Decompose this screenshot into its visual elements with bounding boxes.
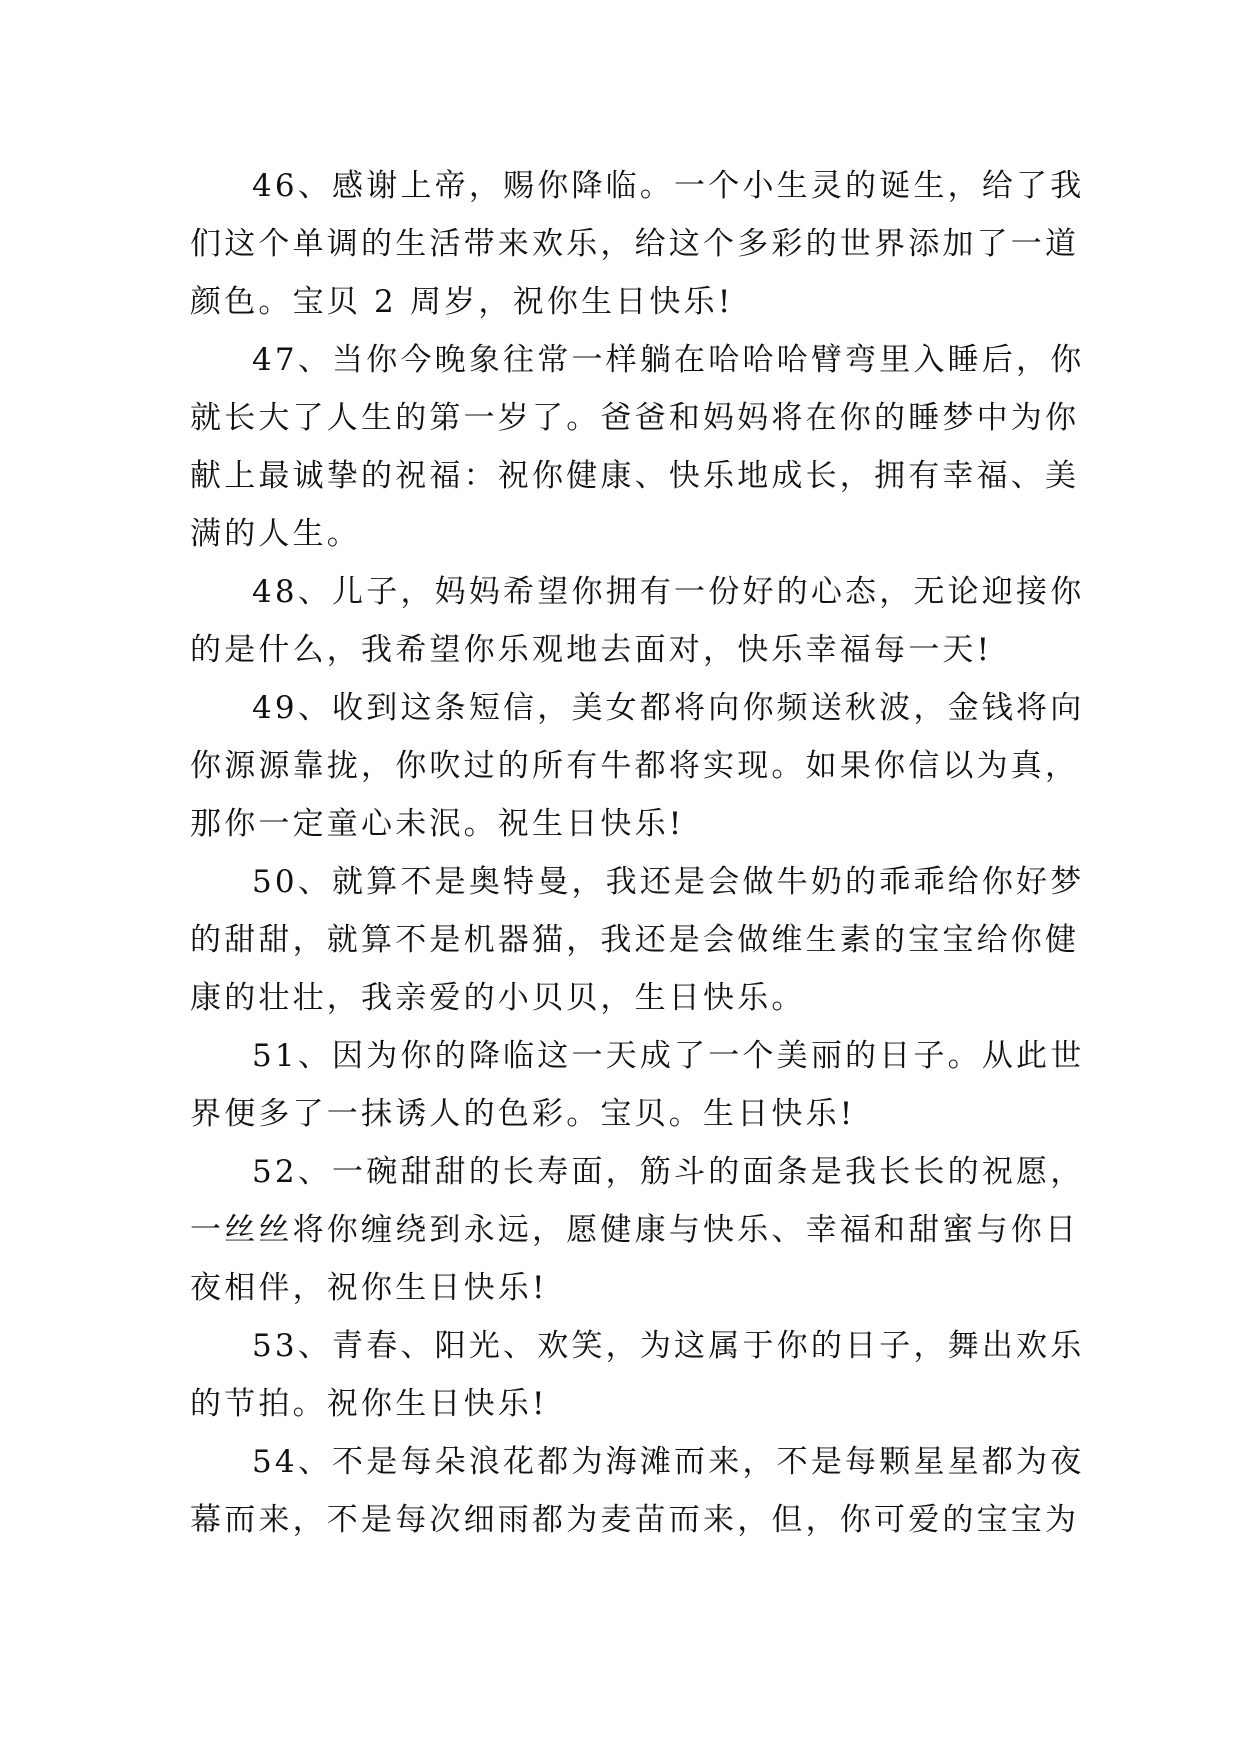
text-line: 你源源靠拢，你吹过的所有牛都将实现。如果你信以为真， (190, 748, 1080, 784)
text-line: 的甜甜，就算不是机器猫，我还是会做维生素的宝宝给你健 (190, 922, 1080, 958)
text-line: 那你一定童心未泯。祝生日快乐! (190, 806, 685, 842)
text-line: 康的壮壮，我亲爱的小贝贝，生日快乐。 (190, 980, 806, 1016)
text-line: 们这个单调的生活带来欢乐，给这个多彩的世界添加了一道 (190, 226, 1080, 262)
text-line: 52、一碗甜甜的长寿面，筋斗的面条是我长长的祝愿， (252, 1154, 1085, 1190)
text-line: 满的人生。 (190, 516, 361, 552)
text-line: 就长大了人生的第一岁了。爸爸和妈妈将在你的睡梦中为你 (190, 400, 1080, 436)
text-line: 51、因为你的降临这一天成了一个美丽的日子。从此世 (252, 1038, 1085, 1074)
text-line: 颜色。宝贝 2 周岁，祝你生日快乐! (190, 284, 734, 320)
text-line: 47、当你今晚象往常一样躺在哈哈哈臂弯里入睡后，你 (252, 342, 1085, 378)
text-line: 夜相伴，祝你生日快乐! (190, 1270, 548, 1306)
text-line: 48、儿子，妈妈希望你拥有一份好的心态，无论迎接你 (252, 574, 1085, 610)
text-line: 53、青春、阳光、欢笑，为这属于你的日子，舞出欢乐 (252, 1328, 1085, 1364)
text-line: 幕而来，不是每次细雨都为麦苗而来，但，你可爱的宝宝为 (190, 1502, 1080, 1538)
text-line: 界便多了一抹诱人的色彩。宝贝。生日快乐! (190, 1096, 856, 1132)
text-line: 献上最诚挚的祝福：祝你健康、快乐地成长，拥有幸福、美 (190, 458, 1080, 494)
text-line: 的是什么，我希望你乐观地去面对，快乐幸福每一天! (190, 632, 993, 668)
text-line: 54、不是每朵浪花都为海滩而来，不是每颗星星都为夜 (252, 1444, 1085, 1480)
text-line: 的节拍。祝你生日快乐! (190, 1386, 548, 1422)
text-line: 一丝丝将你缠绕到永远，愿健康与快乐、幸福和甜蜜与你日 (190, 1212, 1080, 1248)
text-line: 46、感谢上帝，赐你降临。一个小生灵的诞生，给了我 (252, 168, 1085, 204)
text-line: 50、就算不是奥特曼，我还是会做牛奶的乖乖给你好梦 (252, 864, 1085, 900)
text-line: 49、收到这条短信，美女都将向你频送秋波，金钱将向 (252, 690, 1085, 726)
